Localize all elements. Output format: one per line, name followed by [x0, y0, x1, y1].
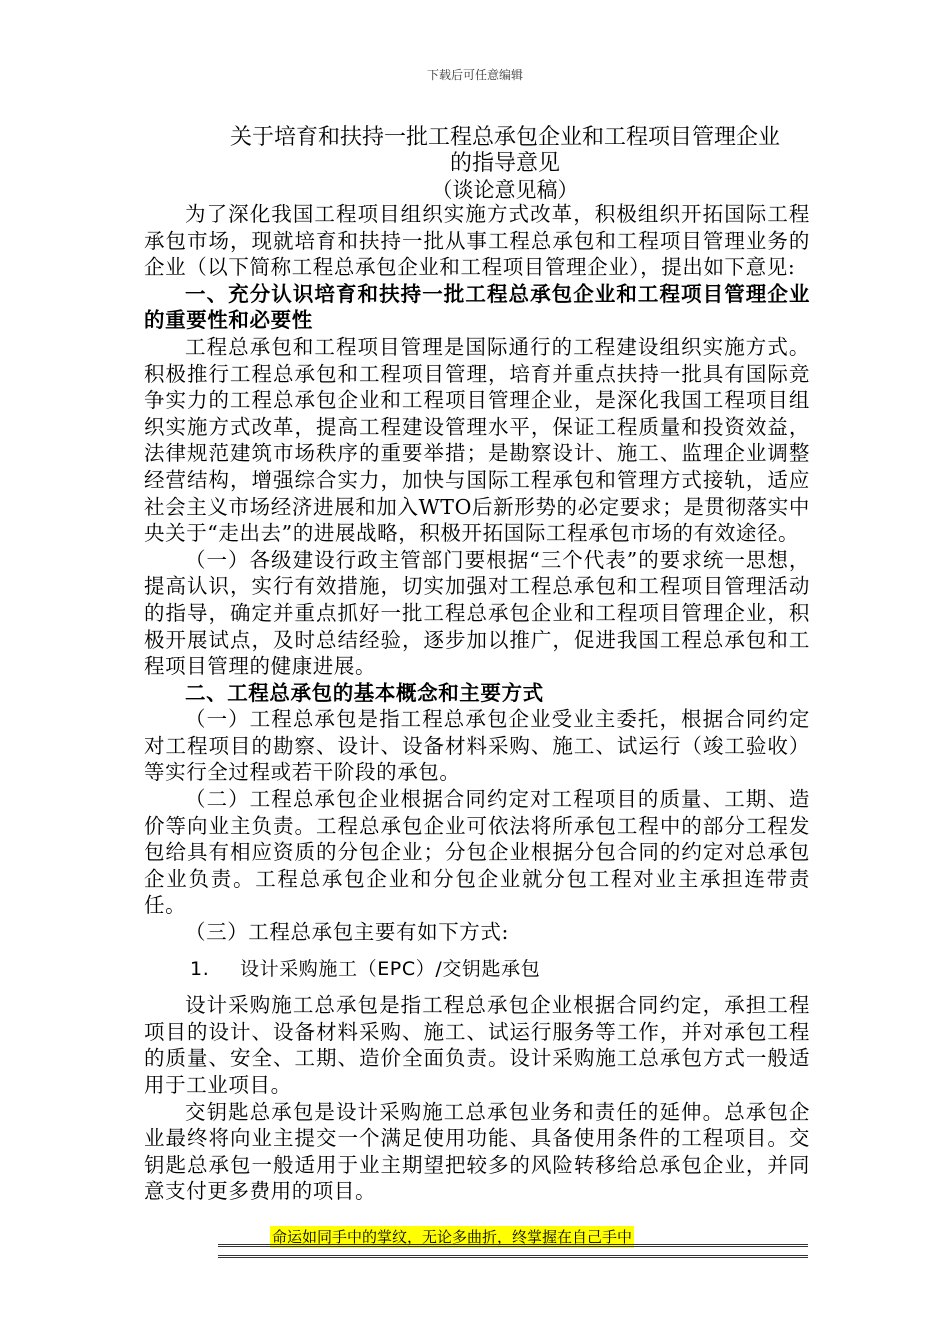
footer-divider — [218, 1244, 808, 1258]
document-body — [144, 201, 810, 1205]
intro-paragraph: 为了深化我国工程项目组织实施方式改革，积极组织开拓国际工程承包市场，现就培育和扶持一批从事工程总承包和工程项目管理业务的企业（以下简称工程总承包企业和工程项目管理企业），提出如下意见: — [144, 202, 810, 280]
section-2-paragraph-3: （三）工程总承包主要有如下方式: — [185, 920, 510, 945]
document-subtitle: （谈论意见稿） — [431, 178, 579, 202]
section-1-heading: 一、充分认识培育和扶持一批工程总承包企业和工程项目管理企业的重要性和必要性 — [144, 281, 810, 333]
section-2-paragraph-2: （二）工程总承包企业根据合同约定对工程项目的质量、工期、造价等向业主负责。工程总承包企业可依法将所承包工程中的部分工程发包给具有相应资质的分包企业；分包企业根据分包合同的约定对总承包企业负责。工程总承包企业和分包企业就分包工程对业主承担连带责任。 — [144, 787, 810, 918]
section-2-paragraph-1: （一）工程总承包是指工程总承包企业受业主委托，根据合同约定对工程项目的勘察、设计、设备材料采购、施工、试运行（竣工验收）等实行全过程或若干阶段的承包。 — [144, 707, 810, 785]
list-item-text: 设计采购施工（EPC）/交钥匙承包 — [240, 957, 541, 980]
section-2-heading: 二、工程总承包的基本概念和主要方式 — [185, 680, 544, 705]
list-item-number: 1. — [190, 957, 210, 980]
header-note: 下载后可任意编辑 — [426, 68, 523, 82]
section-1-paragraph-1: 工程总承包和工程项目管理是国际通行的工程建设组织实施方式。积极推行工程总承包和工程项目管理，培育并重点扶持一批具有国际竞争实力的工程总承包企业和工程项目管理企业，是深化我国工程项目组织实施方式改革，提高工程建设管理水平，保证工程质量和投资效益，法律规范建筑市场秩序的重要举措；是勘察设计、施工、监理企业调整经营结构，增强综合实力，加快与国际工程承包和管理方式接轨，适应社会主义市场经济进展和加入WTO后新形势的必定要求；是贯彻落实中央关于“走出去”的进展战略，积极开拓国际工程承包市场的有效途径。 — [144, 334, 810, 546]
document-title-line-2: 的指导意见 — [449, 151, 560, 176]
epc-paragraph-2: 交钥匙总承包是设计采购施工总承包业务和责任的延伸。总承包企业最终将向业主提交一个满足使用功能、具备使用条件的工程项目。交钥匙总承包一般适用于业主期望把较多的风险转移给总承包企业，并同意支付更多费用的项目。 — [144, 1099, 810, 1204]
list-item-1 — [144, 956, 810, 983]
epc-paragraph-1: 设计采购施工总承包是指工程总承包企业根据合同约定，承担工程项目的设计、设备材料采购、施工、试运行服务等工作，并对承包工程的质量、安全、工期、造价全面负责。设计采购施工总承包方式一般适用于工业项目。 — [144, 993, 810, 1097]
section-1-paragraph-2: （一）各级建设行政主管部门要根据“三个代表”的要求统一思想，提高认识，实行有效措施，切实加强对工程总承包和工程项目管理活动的指导，确定并重点抓好一批工程总承包企业和工程项目管理企业，积极开展试点，及时总结经验，逐步加以推广，促进我国工程总承包和工程项目管理的健康进展。 — [144, 547, 810, 679]
footer-banner: 命运如同手中的掌纹，无论多曲折，终掌握在自己手中 — [272, 1228, 633, 1246]
document-title-line-1: 关于培育和扶持一批工程总承包企业和工程项目管理企业 — [229, 125, 780, 150]
